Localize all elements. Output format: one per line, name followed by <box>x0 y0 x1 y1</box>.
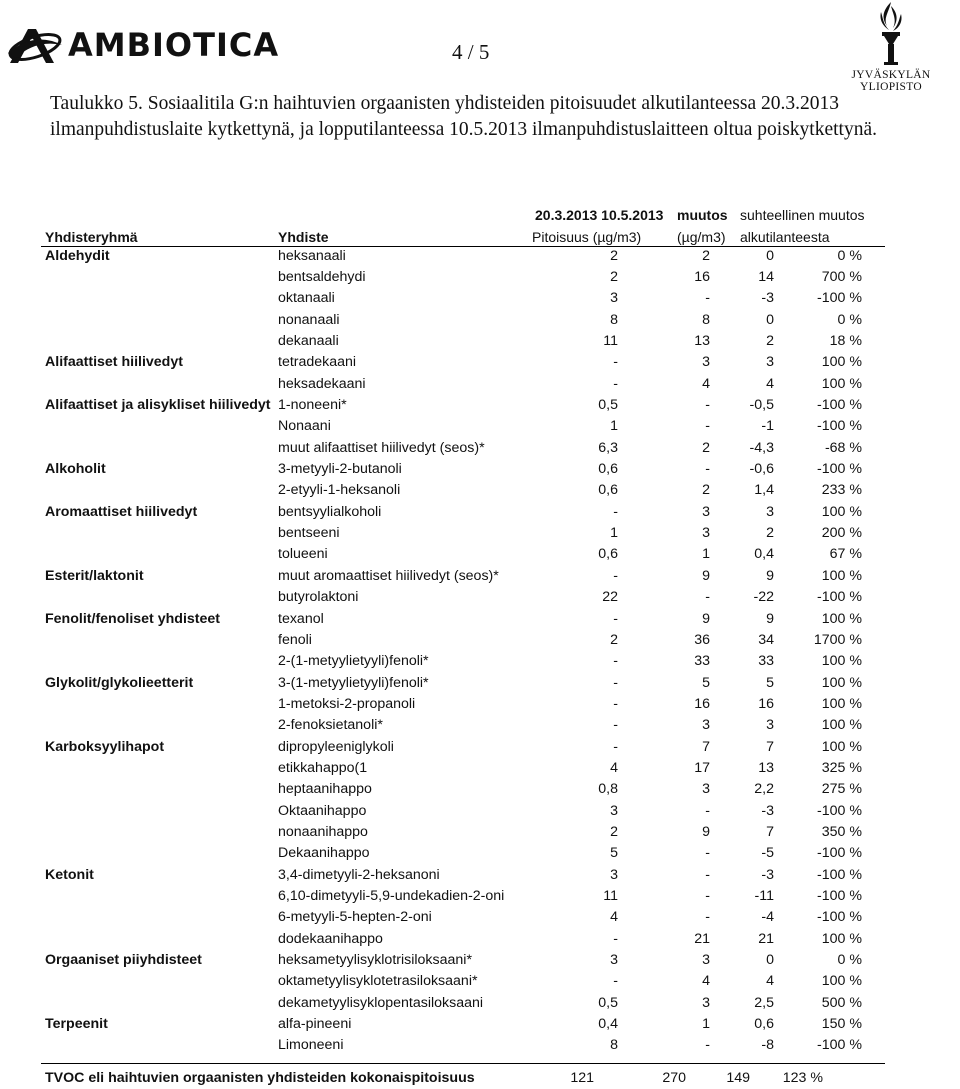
relative-change-cell: -100 % <box>817 461 862 478</box>
relative-change-cell: 200 % <box>821 525 862 542</box>
conc-2013-05-cell: 3 <box>702 717 710 734</box>
conc-2013-05-cell: 21 <box>694 930 710 947</box>
relative-change-cell: -100 % <box>817 887 862 904</box>
relative-change-cell: 1700 % <box>813 631 862 648</box>
change-cell: 33 <box>758 653 774 670</box>
change-cell: 13 <box>758 759 774 776</box>
footer-rule <box>41 1063 885 1064</box>
compound-cell: heksanaali <box>278 247 346 264</box>
group-cell <box>41 1035 274 1056</box>
conc-2013-05-cell: 5 <box>702 674 710 691</box>
conc-2013-05-cell: 8 <box>702 311 710 328</box>
header-relative-1: suhteellinen muutos <box>740 207 865 223</box>
tvoc-label: TVOC eli haihtuvien orgaanisten yhdisteiden kokonaispitoisuus <box>45 1070 475 1086</box>
table-row <box>41 736 862 757</box>
compound-cell: nonanaali <box>278 311 340 328</box>
group-cell <box>41 651 274 672</box>
table-row <box>41 437 862 458</box>
change-cell: -4,3 <box>749 439 774 456</box>
brand-name: AMBIOTICA <box>68 26 280 64</box>
conc-2013-03-cell: 2 <box>610 631 618 648</box>
conc-2013-05-cell: 4 <box>702 973 710 990</box>
table-row <box>41 907 862 928</box>
conc-2013-05-cell: 36 <box>694 631 710 648</box>
compound-cell: Nonaani <box>278 418 331 435</box>
conc-2013-03-cell: 8 <box>610 311 618 328</box>
conc-2013-03-cell: 0,8 <box>598 781 618 798</box>
conc-2013-03-cell: 3 <box>610 290 618 307</box>
group-cell <box>41 885 274 906</box>
group-cell <box>41 843 274 864</box>
conc-2013-03-cell: 0,5 <box>598 397 618 414</box>
compound-cell: heptaanihappo <box>278 781 372 798</box>
relative-change-cell: 100 % <box>821 567 862 584</box>
conc-2013-05-cell: 3 <box>702 525 710 542</box>
compound-cell: bentsaldehydi <box>278 269 366 286</box>
relative-change-cell: 275 % <box>821 781 862 798</box>
conc-2013-05-cell: 3 <box>702 781 710 798</box>
conc-2013-05-cell: 3 <box>702 354 710 371</box>
relative-change-cell: 18 % <box>829 333 862 350</box>
conc-2013-03-cell: 4 <box>610 909 618 926</box>
table-row <box>41 330 862 351</box>
compound-cell: tolueeni <box>278 546 328 563</box>
change-cell: -0,5 <box>749 397 774 414</box>
group-cell <box>41 800 274 821</box>
change-cell: 3 <box>766 717 774 734</box>
relative-change-cell: 100 % <box>821 610 862 627</box>
tvoc-c1: 121 <box>570 1070 594 1086</box>
change-cell: 9 <box>766 567 774 584</box>
change-cell: 3 <box>766 354 774 371</box>
group-cell <box>41 288 274 309</box>
group-cell: Karboksyylihapot <box>45 738 165 755</box>
compound-cell: 2-etyyli-1-heksanoli <box>278 482 401 499</box>
conc-2013-03-cell: 3 <box>610 802 618 819</box>
change-cell: -0,6 <box>749 461 774 478</box>
relative-change-cell: 100 % <box>821 930 862 947</box>
change-cell: 5 <box>766 674 774 691</box>
group-cell <box>41 266 274 287</box>
group-cell <box>41 971 274 992</box>
conc-2013-05-cell: - <box>705 589 710 606</box>
relative-change-cell: 500 % <box>821 994 862 1011</box>
change-cell: -3 <box>761 866 774 883</box>
relative-change-cell: 350 % <box>821 823 862 840</box>
conc-2013-05-cell: 3 <box>702 952 710 969</box>
conc-2013-03-cell: 3 <box>610 952 618 969</box>
page-number: 4 / 5 <box>452 40 490 64</box>
table-row <box>41 715 862 736</box>
table-row <box>41 821 862 842</box>
compound-cell: alfa-pineeni <box>278 1016 352 1033</box>
relative-change-cell: -100 % <box>817 1037 862 1054</box>
conc-2013-03-cell: - <box>613 695 618 712</box>
change-cell: 2,2 <box>754 781 774 798</box>
conc-2013-03-cell: 2 <box>610 269 618 286</box>
conc-2013-05-cell: 17 <box>694 759 710 776</box>
relative-change-cell: -100 % <box>817 397 862 414</box>
change-cell: -1 <box>761 418 774 435</box>
conc-2013-03-cell: - <box>613 354 618 371</box>
conc-2013-03-cell: 0,5 <box>598 994 618 1011</box>
group-cell <box>41 480 274 501</box>
conc-2013-03-cell: 0,6 <box>598 461 618 478</box>
compound-cell: 6-metyyli-5-hepten-2-oni <box>278 909 432 926</box>
change-cell: 2 <box>766 333 774 350</box>
relative-change-cell: 0 % <box>837 247 862 264</box>
change-cell: 21 <box>758 930 774 947</box>
table-row <box>41 394 862 415</box>
conc-2013-05-cell: 7 <box>702 738 710 755</box>
group-cell <box>41 693 274 714</box>
table-row <box>41 672 862 693</box>
group-cell <box>41 715 274 736</box>
group-cell: Terpeenit <box>45 1016 108 1033</box>
relative-change-cell: -100 % <box>817 802 862 819</box>
table-row <box>41 949 862 970</box>
change-cell: 9 <box>766 610 774 627</box>
compound-cell: dodekaanihappo <box>278 930 383 947</box>
group-cell <box>41 992 274 1013</box>
change-cell: 2 <box>766 525 774 542</box>
group-cell: Alifaattiset hiilivedyt <box>45 354 183 371</box>
change-cell: -3 <box>761 290 774 307</box>
change-cell: 16 <box>758 695 774 712</box>
conc-2013-03-cell: - <box>613 503 618 520</box>
ambiotica-logo <box>6 20 279 70</box>
header-concentration: Pitoisuus (µg/m3) <box>532 229 642 245</box>
change-cell: 1,4 <box>754 482 774 499</box>
table-row <box>41 693 862 714</box>
compound-cell: oktametyylisyklotetrasiloksaani* <box>278 973 478 990</box>
relative-change-cell: 100 % <box>821 503 862 520</box>
conc-2013-05-cell: 13 <box>694 333 710 350</box>
conc-2013-03-cell: 11 <box>603 333 618 350</box>
conc-2013-05-cell: 1 <box>702 546 710 563</box>
conc-2013-05-cell: 2 <box>702 247 710 264</box>
group-cell: Glykolit/glykolieetterit <box>45 674 194 691</box>
relative-change-cell: -100 % <box>817 909 862 926</box>
compound-cell: heksadekaani <box>278 375 366 392</box>
table-row <box>41 757 862 778</box>
compound-cell: oktanaali <box>278 290 335 307</box>
change-cell: 7 <box>766 823 774 840</box>
tvoc-diff: 149 <box>726 1070 750 1086</box>
conc-2013-03-cell: 6,3 <box>598 439 618 456</box>
table-row <box>41 608 862 629</box>
table-row <box>41 629 862 650</box>
group-cell <box>41 629 274 650</box>
compound-cell: dekametyylisyklopentasiloksaani <box>278 994 484 1011</box>
conc-2013-05-cell: - <box>705 290 710 307</box>
conc-2013-05-cell: 2 <box>702 439 710 456</box>
relative-change-cell: 100 % <box>821 738 862 755</box>
change-cell: 34 <box>758 631 774 648</box>
conc-2013-05-cell: 9 <box>702 610 710 627</box>
conc-2013-03-cell: - <box>613 653 618 670</box>
conc-2013-03-cell: 11 <box>603 887 618 904</box>
compound-cell: Oktaanihappo <box>278 802 367 819</box>
group-cell: Alkoholit <box>45 461 106 478</box>
table-row <box>41 864 862 885</box>
conc-2013-05-cell: - <box>705 887 710 904</box>
table-row <box>41 373 862 394</box>
conc-2013-05-cell: 3 <box>702 503 710 520</box>
compound-cell: fenoli <box>278 631 312 648</box>
conc-2013-03-cell: - <box>613 567 618 584</box>
group-cell: Fenolit/fenoliset yhdisteet <box>45 610 221 627</box>
university-logo <box>832 0 950 93</box>
conc-2013-03-cell: 0,6 <box>598 546 618 563</box>
group-cell <box>41 416 274 437</box>
compound-cell: nonaanihappo <box>278 823 368 840</box>
compound-cell: dekanaali <box>278 333 339 350</box>
change-cell: 0 <box>766 952 774 969</box>
change-cell: -5 <box>761 845 774 862</box>
group-cell <box>41 821 274 842</box>
compound-cell: butyrolaktoni <box>278 589 359 606</box>
table-row <box>41 501 862 522</box>
group-cell <box>41 309 274 330</box>
group-cell <box>41 928 274 949</box>
compound-cell: 3-(1-metyylietyyli)fenoli* <box>278 674 429 691</box>
voc-table <box>41 245 862 1056</box>
ambiotica-swirl-icon <box>6 23 64 67</box>
group-cell <box>41 907 274 928</box>
change-cell: 0,4 <box>754 546 774 563</box>
conc-2013-03-cell: - <box>613 674 618 691</box>
table-row <box>41 779 862 800</box>
compound-cell: texanol <box>278 610 324 627</box>
table-row <box>41 1035 862 1056</box>
change-cell: -4 <box>761 909 774 926</box>
table-row <box>41 309 862 330</box>
table-row <box>41 992 862 1013</box>
compound-cell: Limoneeni <box>278 1037 344 1054</box>
conc-2013-03-cell: 8 <box>610 1037 618 1054</box>
relative-change-cell: -100 % <box>817 290 862 307</box>
conc-2013-03-cell: - <box>613 973 618 990</box>
change-cell: 4 <box>766 973 774 990</box>
voc-table-body <box>41 245 862 1056</box>
relative-change-cell: -68 % <box>824 439 862 456</box>
conc-2013-03-cell: 5 <box>610 845 618 862</box>
header-muutos: muutos <box>677 207 728 223</box>
relative-change-cell: 0 % <box>837 952 862 969</box>
change-cell: -3 <box>761 802 774 819</box>
change-cell: 4 <box>766 375 774 392</box>
relative-change-cell: 0 % <box>837 311 862 328</box>
compound-cell: muut aromaattiset hiilivedyt (seos)* <box>278 567 499 584</box>
relative-change-cell: -100 % <box>817 866 862 883</box>
group-cell: Aldehydit <box>45 247 110 264</box>
compound-cell: 6,10-dimetyyli-5,9-undekadien-2-oni <box>278 887 505 904</box>
group-cell <box>41 587 274 608</box>
header-dates: 20.3.2013 10.5.2013 <box>535 207 664 223</box>
conc-2013-05-cell: 16 <box>694 269 710 286</box>
table-row <box>41 245 862 266</box>
change-cell: 7 <box>766 738 774 755</box>
compound-cell: etikkahappo(1 <box>278 759 368 776</box>
compound-cell: bentseeni <box>278 525 340 542</box>
compound-cell: 2-(1-metyylietyyli)fenoli* <box>278 653 429 670</box>
header-relative-2: alkutilanteesta <box>740 229 830 245</box>
table-row <box>41 416 862 437</box>
compound-cell: dipropyleeniglykoli <box>278 738 394 755</box>
university-name: JYVÄSKYLÄN YLIOPISTO <box>851 69 931 93</box>
compound-cell: Dekaanihappo <box>278 845 370 862</box>
change-cell: 0 <box>766 311 774 328</box>
group-cell: Aromaattiset hiilivedyt <box>45 503 198 520</box>
table-row <box>41 971 862 992</box>
conc-2013-05-cell: 16 <box>694 695 710 712</box>
change-cell: 0,6 <box>754 1016 774 1033</box>
relative-change-cell: 100 % <box>821 354 862 371</box>
conc-2013-03-cell: 3 <box>610 866 618 883</box>
conc-2013-03-cell: 0,4 <box>598 1016 618 1033</box>
change-cell: -8 <box>761 1037 774 1054</box>
conc-2013-05-cell: 1 <box>702 1016 710 1033</box>
relative-change-cell: 700 % <box>821 269 862 286</box>
conc-2013-05-cell: - <box>705 845 710 862</box>
table-row <box>41 885 862 906</box>
group-cell <box>41 330 274 351</box>
group-cell: Esterit/laktonit <box>45 567 144 584</box>
conc-2013-05-cell: - <box>705 418 710 435</box>
table-row <box>41 1013 862 1034</box>
conc-2013-05-cell: - <box>705 909 710 926</box>
tvoc-c2: 270 <box>662 1070 686 1086</box>
relative-change-cell: -100 % <box>817 589 862 606</box>
relative-change-cell: 100 % <box>821 717 862 734</box>
relative-change-cell: 67 % <box>829 546 862 563</box>
group-cell: Ketonit <box>45 866 94 883</box>
change-cell: -11 <box>754 887 774 904</box>
torch-emblem-icon <box>871 0 911 66</box>
table-row <box>41 522 862 543</box>
header-group: Yhdisteryhmä <box>45 229 138 245</box>
change-cell: 2,5 <box>754 994 774 1011</box>
relative-change-cell: 150 % <box>821 1016 862 1033</box>
conc-2013-03-cell: 1 <box>610 525 618 542</box>
group-cell <box>41 544 274 565</box>
table-row <box>41 352 862 373</box>
conc-2013-05-cell: - <box>705 397 710 414</box>
group-cell <box>41 522 274 543</box>
table-row <box>41 288 862 309</box>
relative-change-cell: 100 % <box>821 695 862 712</box>
compound-cell: 2-fenoksietanoli* <box>278 717 383 734</box>
table-row <box>41 458 862 479</box>
conc-2013-05-cell: 9 <box>702 823 710 840</box>
table-row <box>41 544 862 565</box>
relative-change-cell: 100 % <box>821 653 862 670</box>
relative-change-cell: 100 % <box>821 973 862 990</box>
conc-2013-03-cell: 2 <box>610 247 618 264</box>
compound-cell: tetradekaani <box>278 354 357 371</box>
conc-2013-05-cell: 9 <box>702 567 710 584</box>
change-cell: 0 <box>766 247 774 264</box>
compound-cell: bentsyylialkoholi <box>278 503 382 520</box>
conc-2013-03-cell: 22 <box>602 589 618 606</box>
change-cell: 14 <box>758 269 774 286</box>
table-row <box>41 651 862 672</box>
conc-2013-03-cell: - <box>613 717 618 734</box>
compound-cell: 1-noneeni* <box>278 397 347 414</box>
relative-change-cell: -100 % <box>817 845 862 862</box>
group-cell: Alifaattiset ja alisykliset hiilivedyt <box>45 397 271 414</box>
conc-2013-05-cell: - <box>705 461 710 478</box>
conc-2013-03-cell: - <box>613 610 618 627</box>
compound-cell: muut alifaattiset hiilivedyt (seos)* <box>278 439 485 456</box>
header-unit: (µg/m3) <box>677 229 726 245</box>
table-row <box>41 266 862 287</box>
relative-change-cell: 100 % <box>821 674 862 691</box>
conc-2013-05-cell: - <box>705 1037 710 1054</box>
compound-cell: 3-metyyli-2-butanoli <box>278 461 402 478</box>
table-row <box>41 800 862 821</box>
conc-2013-05-cell: 33 <box>694 653 710 670</box>
relative-change-cell: 233 % <box>821 482 862 499</box>
conc-2013-05-cell: - <box>705 866 710 883</box>
table-row <box>41 480 862 501</box>
group-cell <box>41 437 274 458</box>
conc-2013-03-cell: 2 <box>610 823 618 840</box>
group-cell <box>41 373 274 394</box>
conc-2013-05-cell: 4 <box>702 375 710 392</box>
group-cell <box>41 779 274 800</box>
conc-2013-03-cell: - <box>613 930 618 947</box>
compound-cell: 1-metoksi-2-propanoli <box>278 695 416 712</box>
conc-2013-03-cell: - <box>613 738 618 755</box>
conc-2013-03-cell: 4 <box>610 759 618 776</box>
change-cell: -22 <box>753 589 774 606</box>
table-row <box>41 843 862 864</box>
header-compound: Yhdiste <box>278 229 329 245</box>
conc-2013-03-cell: 0,6 <box>598 482 618 499</box>
tvoc-rel: 123 % <box>782 1070 823 1086</box>
conc-2013-05-cell: - <box>705 802 710 819</box>
table-row <box>41 928 862 949</box>
table-row <box>41 565 862 586</box>
group-cell: Orgaaniset piiyhdisteet <box>45 952 202 969</box>
relative-change-cell: 100 % <box>821 375 862 392</box>
relative-change-cell: -100 % <box>817 418 862 435</box>
conc-2013-05-cell: 3 <box>702 994 710 1011</box>
change-cell: 3 <box>766 503 774 520</box>
table-caption: Taulukko 5. Sosiaalitila G:n haihtuvien orgaanisten yhdisteiden pitoisuudet alkutilanteessa 20.3.2013 ilmanpuhdistuslaite kytkettynä, ja lopputilanteessa 10.5.2013 ilmanpuhdistuslaitteen oltua poiskytkettynä. <box>50 93 877 140</box>
conc-2013-03-cell: - <box>613 375 618 392</box>
table-row <box>41 587 862 608</box>
conc-2013-03-cell: 1 <box>610 418 618 435</box>
compound-cell: heksametyylisyklotrisiloksaani* <box>278 952 472 969</box>
conc-2013-05-cell: 2 <box>702 482 710 499</box>
relative-change-cell: 325 % <box>821 759 862 776</box>
group-cell <box>41 757 274 778</box>
compound-cell: 3,4-dimetyyli-2-heksanoni <box>278 866 440 883</box>
